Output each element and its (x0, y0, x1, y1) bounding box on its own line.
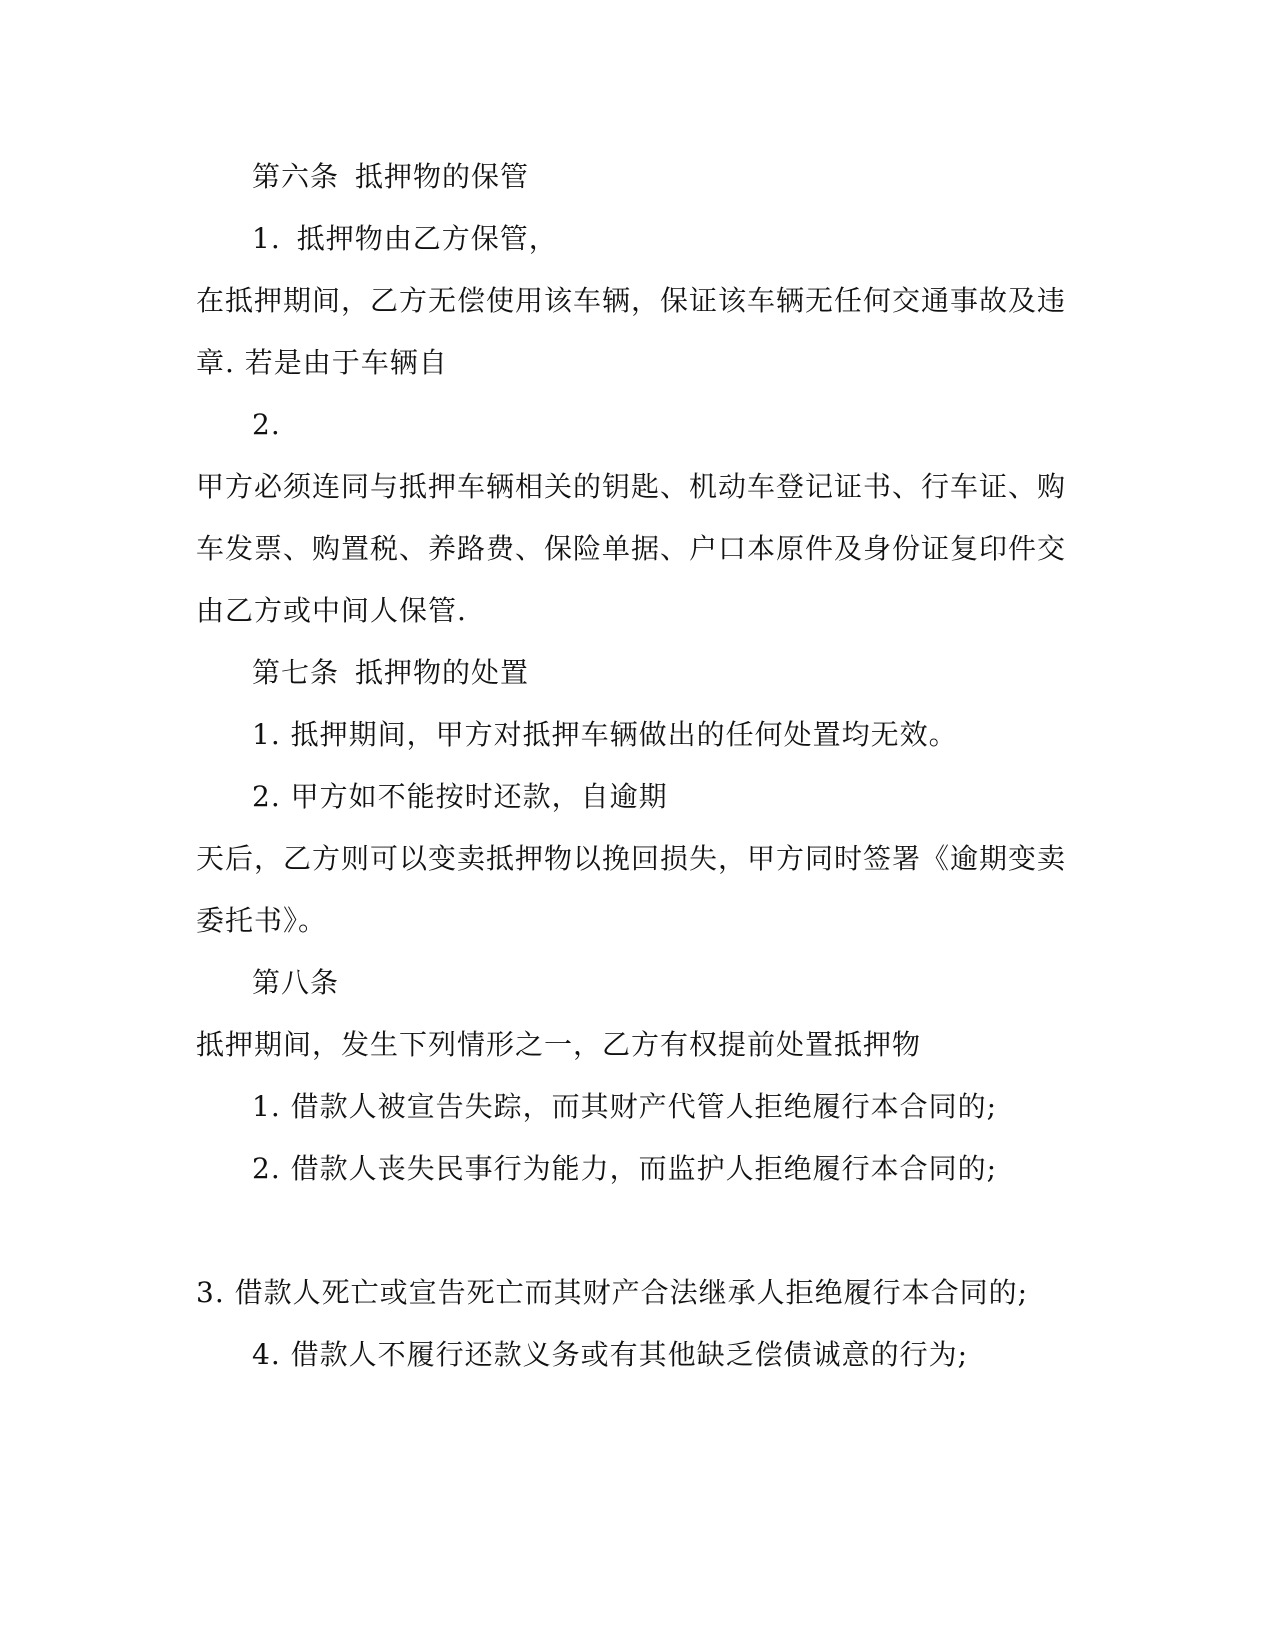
article-8-number: 第八条 (252, 966, 340, 999)
article-6-item-2-line-3: 由乙方或中间人保管. (196, 594, 467, 627)
article-7-number: 第七条 (252, 656, 340, 689)
article-6-item-2-number: 2. (252, 408, 281, 441)
article-6-heading (252, 160, 529, 194)
article-8-lead: 抵押期间，发生下列情形之一，乙方有权提前处置抵押物 (196, 1028, 922, 1061)
article-7-item-2-line-2: 委托书》。 (196, 904, 328, 937)
article-8-item-3: 3. 借款人死亡或宣告死亡而其财产合法继承人拒绝履行本合同的; (196, 1276, 1029, 1309)
article-6-item-1-line-2: 章. 若是由于车辆自 (196, 346, 448, 379)
article-6-item-2-line-1: 甲方必须连同与抵押车辆相关的钥匙、机动车登记证书、行车证、购 (196, 470, 1067, 503)
article-6-item-1-line-1: 在抵押期间，乙方无偿使用该车辆，保证该车辆无任何交通事故及违 (196, 284, 1067, 317)
article-7-item-2-line-1: 天后，乙方则可以变卖抵押物以挽回损失，甲方同时签署《逾期变卖 (196, 842, 1067, 875)
article-8-item-1: 1. 借款人被宣告失踪，而其财产代管人拒绝履行本合同的; (252, 1090, 998, 1123)
article-6-number: 第六条 (252, 160, 340, 193)
article-7-item-2-lead: 2. 甲方如不能按时还款，自逾期 (252, 780, 668, 813)
article-7-title: 抵押物的处置 (355, 656, 530, 689)
article-7-item-1: 1. 抵押期间，甲方对抵押车辆做出的任何处置均无效。 (252, 718, 958, 751)
article-6-item-1-number: 1. (252, 222, 281, 255)
article-6-item-1-text: 抵押物由乙方保管， (296, 222, 558, 255)
article-7-heading (252, 656, 529, 690)
article-6-item-1-lead (252, 222, 558, 256)
article-8-item-4: 4. 借款人不履行还款义务或有其他缺乏偿债诚意的行为; (252, 1338, 969, 1371)
article-6-item-2-line-2: 车发票、购置税、养路费、保险单据、户口本原件及身份证复印件交 (196, 532, 1067, 565)
article-6-title: 抵押物的保管 (355, 160, 530, 193)
article-8-item-2: 2. 借款人丧失民事行为能力，而监护人拒绝履行本合同的; (252, 1152, 998, 1185)
